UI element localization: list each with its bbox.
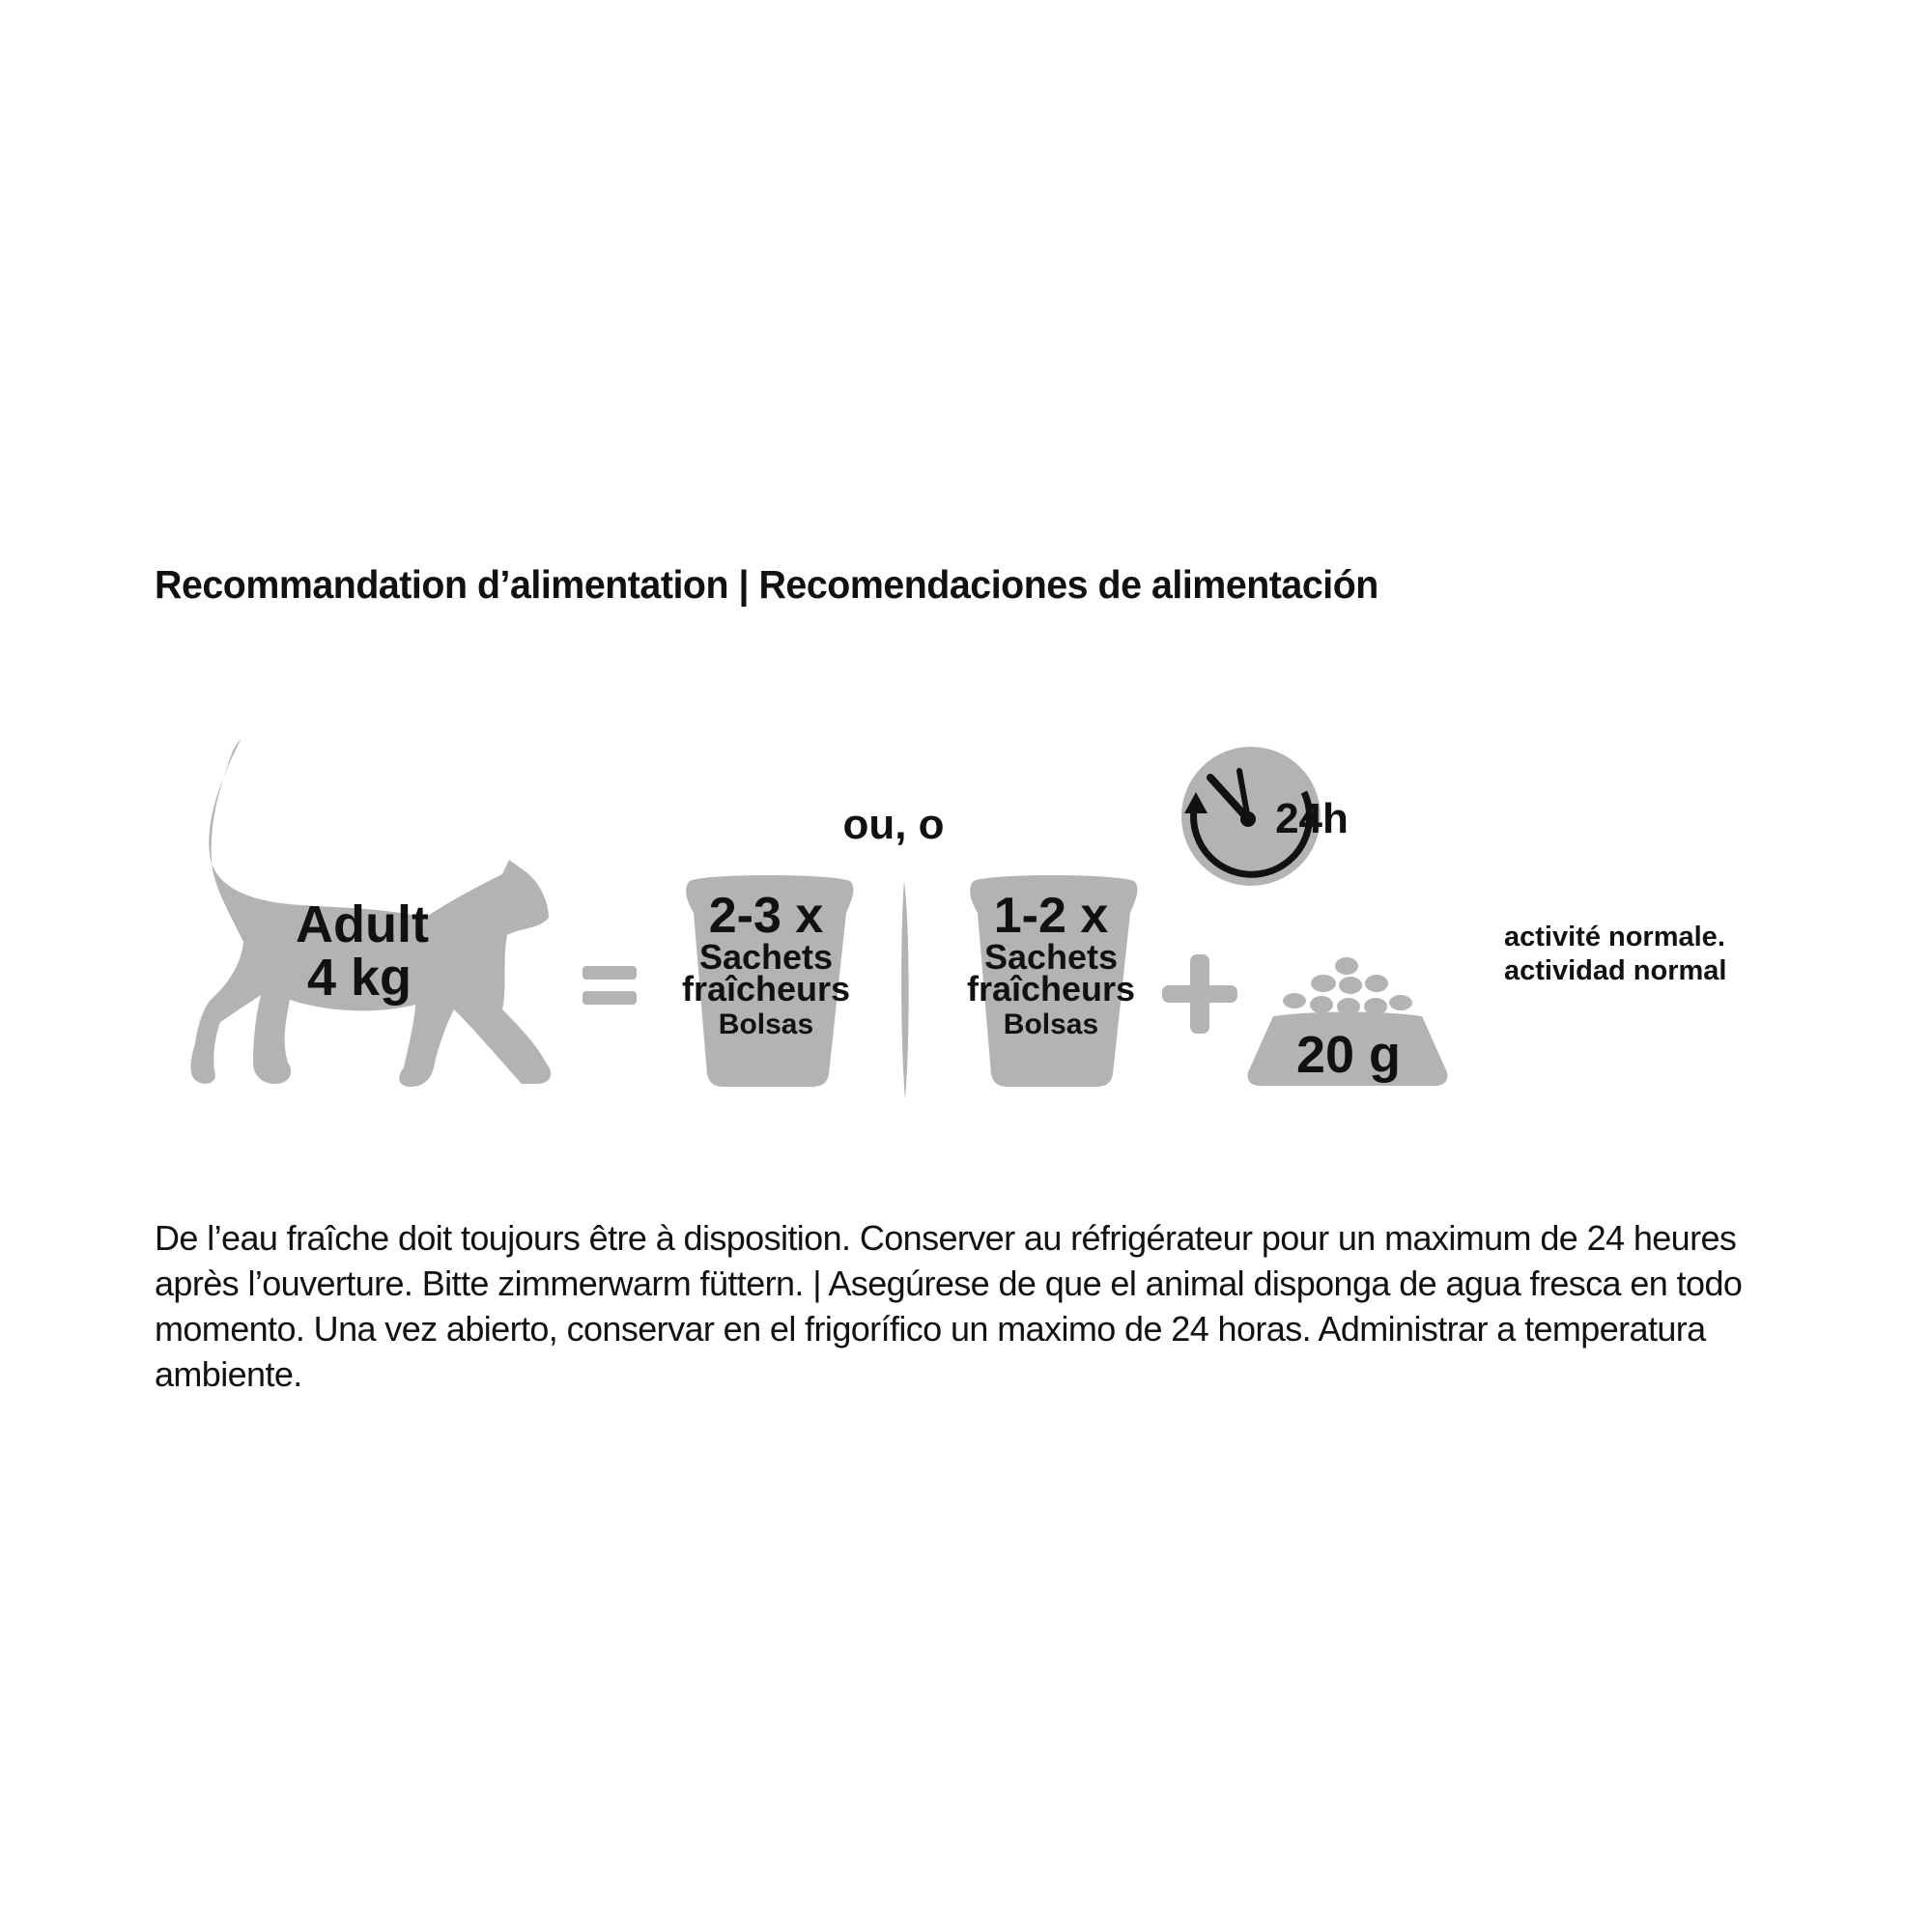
divider — [901, 881, 909, 1099]
activity-line-fr: activité normale. — [1504, 922, 1725, 952]
pouch-2-line3: Bolsas — [1003, 1009, 1099, 1040]
pouch-1-line2: fraîcheurs — [681, 969, 851, 1009]
clock-label: 24h — [1275, 795, 1349, 842]
activity-note — [1504, 921, 1726, 988]
pouch-2-line2: fraîcheurs — [966, 969, 1136, 1009]
pouch-1-line3: Bolsas — [718, 1009, 814, 1040]
activity-line-es: actividad normal — [1504, 955, 1727, 986]
instructions-text: De l’eau fraîche doit toujours être à disposition. Conserver au réfrigérateur pour un maximum de 24 heures après l’ouverture. Bitte zimmerwarm füttern. | Asegúrese de que el animal disponga de agua fresca en todo momento. Una vez abierto, conservar en el frigorífico un maximo de 24 horas. Administrar a temperatura ambiente. — [155, 1218, 1743, 1394]
pouch-2-line1: Sachets — [983, 937, 1119, 977]
page-title: Recommandation d’alimentation | Recomendaciones de alimentación — [155, 562, 1378, 607]
equals-icon — [582, 966, 637, 1005]
pouch-2-count: 1-2 x — [993, 888, 1109, 944]
pouch-1-line1: Sachets — [698, 937, 834, 977]
cat-label-weight: 4 kg — [306, 949, 412, 1007]
pouch-1-count: 2-3 x — [708, 888, 824, 944]
cat-label-adult: Adult — [296, 895, 429, 953]
or-label: ou, o — [842, 801, 945, 848]
plus-icon — [1162, 954, 1237, 1034]
bowl-label: 20 g — [1295, 1026, 1402, 1084]
